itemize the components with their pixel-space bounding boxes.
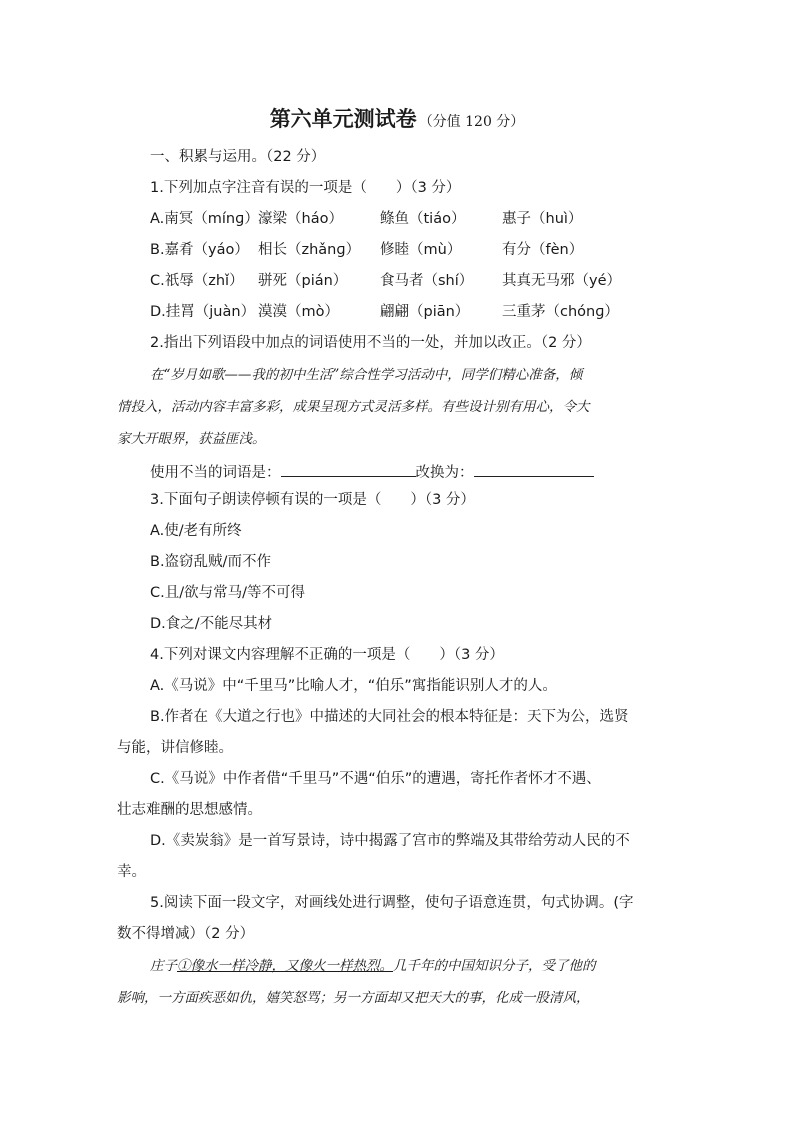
q5-passage-line-2: 影响，一方面疾恶如仇，嬉笑怒骂；另一方面却又把天大的事，化成一股清风， [117, 990, 590, 1006]
section-heading: 一、积累与运用。（22 分） [150, 149, 326, 165]
exam-title-main: 第六单元测试卷 [269, 106, 417, 131]
q3-stem: 3.下面句子朗读停顿有误的一项是（ ）（3 分） [150, 492, 475, 508]
q1-option-row-b [150, 239, 583, 261]
q1-d-4: 三重茅（chónɡ） [502, 304, 619, 320]
q2-answer-blank[interactable] [281, 459, 416, 477]
q1-option-row-c [150, 270, 621, 292]
q1-d-1: D.挂罥（juàn） [150, 304, 256, 320]
q5-underlined-sentence: ①像水一样冷静，又像火一样热烈。 [177, 958, 393, 974]
q4-option-a: A.《马说》中“千里马”比喻人才，“伯乐”寓指能识别人才的人。 [150, 678, 557, 694]
q1-a-4: 惠子（huì） [502, 211, 583, 227]
q5-passage-pre: 庄子 [150, 958, 177, 974]
q5-stem-line-1: 5.阅读下面一段文字，对画线处进行调整，使句子语意连贯，句式协调。(字 [150, 895, 634, 911]
q5-stem-line-2: 数不得增减）（2 分） [117, 926, 255, 942]
q1-a-3: 鲦鱼（tiáo） [380, 211, 466, 227]
q1-b-1: B.嘉肴（yáo） [150, 242, 249, 258]
q5-passage-line-1 [150, 955, 596, 977]
q2-passage-line-1: 在“岁月如歌——我的初中生活”综合性学习活动中，同学们精心准备，倾 [150, 367, 583, 383]
q1-a-2: 濠梁（háo） [258, 211, 343, 227]
q1-c-4: 其真无马邪（yé） [502, 273, 622, 289]
q1-c-1: C.祇辱（zhǐ） [150, 273, 244, 289]
q2-stem: 2.指出下列语段中加点的词语使用不当的一处，并加以改正。（2 分） [150, 335, 591, 351]
q2-replace-blank[interactable] [474, 459, 594, 477]
q3-option-d: D.食之/不能尽其材 [150, 616, 273, 632]
q4-option-d-line-2: 幸。 [117, 864, 146, 880]
q2-replace-label: 改换为： [415, 465, 474, 481]
q5-passage-post: 几千年的中国知识分子，受了他的 [393, 958, 596, 974]
q2-answer-line [150, 459, 594, 484]
q1-a-1: A.南冥（mínɡ） [150, 211, 259, 227]
q2-passage-line-3: 家大开眼界，获益匪浅。 [117, 431, 266, 447]
q1-c-3: 食马者（shí） [380, 273, 474, 289]
q4-option-b-line-1: B.作者在《大道之行也》中描述的大同社会的根本特征是：天下为公，选贤 [150, 709, 629, 725]
q3-option-c: C.且/欲与常马/等不可得 [150, 585, 306, 601]
q4-option-c-line-2: 壮志难酬的思想感情。 [117, 802, 262, 818]
q2-passage-line-2: 情投入，活动内容丰富多彩，成果呈现方式灵活多样。有些设计别有用心，令大 [117, 399, 590, 415]
q3-option-a: A.使/老有所终 [150, 523, 242, 539]
q4-option-c-line-1: C.《马说》中作者借“千里马”不遇“伯乐”的遭遇，寄托作者怀才不遇、 [150, 771, 601, 787]
q4-option-d-line-1: D.《卖炭翁》是一首写景诗，诗中揭露了宫市的弊端及其带给劳动人民的不 [150, 833, 630, 849]
q1-d-2: 漠漠（mò） [258, 304, 339, 320]
q1-d-3: 翩翩（piān） [380, 304, 470, 320]
q1-b-3: 修睦（mù） [380, 242, 462, 258]
exam-title-score: （分值 120 分） [418, 114, 525, 130]
q1-c-2: 骈死（pián） [258, 273, 348, 289]
q1-stem: 1.下列加点字注音有误的一项是（ ）（3 分） [150, 180, 461, 196]
q1-b-4: 有分（fèn） [502, 242, 584, 258]
q1-b-2: 相长（zhǎnɡ） [258, 242, 361, 258]
q3-option-b: B.盗窃乱贼/而不作 [150, 554, 271, 570]
q2-answer-label: 使用不当的词语是： [150, 465, 281, 481]
q4-stem: 4.下列对课文内容理解不正确的一项是（ ）（3 分） [150, 647, 504, 663]
q1-option-row-a [150, 208, 582, 230]
q4-option-b-line-2: 与能，讲信修睦。 [117, 740, 233, 756]
exam-title [0, 104, 794, 137]
q1-option-row-d [150, 301, 619, 323]
